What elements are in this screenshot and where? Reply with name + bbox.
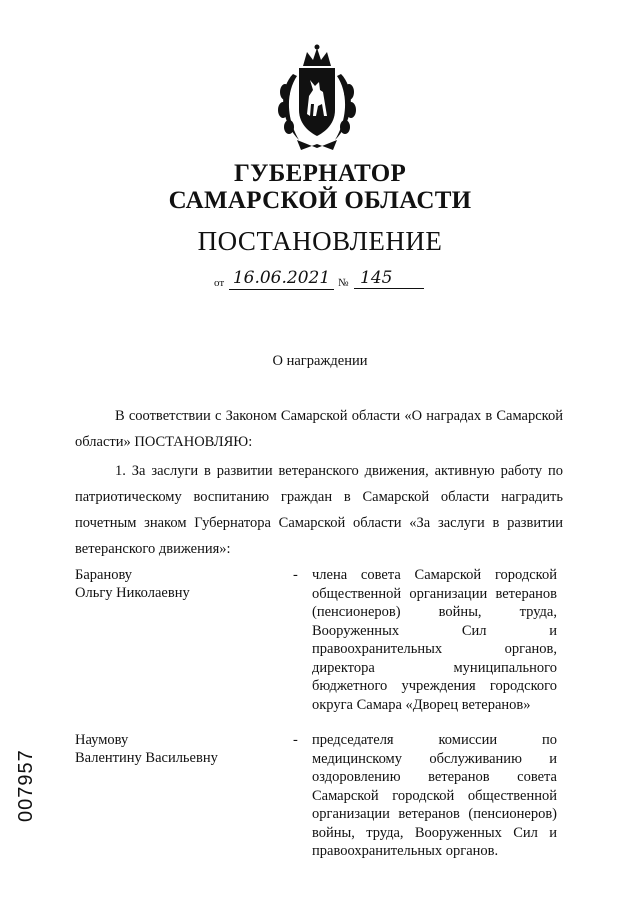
decree-date: 16.06.2021: [229, 268, 334, 290]
document-serial-number: 007957: [15, 749, 37, 822]
governor-title-line1: ГУБЕРНАТОР: [233, 160, 407, 187]
decree-subject: О награждении: [272, 353, 368, 369]
samara-coat-of-arms-icon: [273, 44, 361, 154]
awardee-dash: -: [293, 567, 298, 583]
governor-title-line2: САМАРСКОЙ ОБЛАСТИ: [168, 187, 472, 214]
preamble-paragraph: В соответствии с Законом Самарской области «О наградах в Самарской области» ПОСТАНОВЛЯЮ:: [75, 408, 563, 450]
document-type-heading: ПОСТАНОВЛЕНИЕ: [197, 226, 443, 256]
awardee-name: Баранову Ольгу Николаевну: [75, 567, 190, 601]
decree-number: 145: [354, 268, 424, 289]
awardee-dash: -: [293, 732, 298, 748]
item-1-paragraph: 1. За заслуги в развитии ветеранского движения, активную работу по патриотическому воспитанию граждан в Самарской области наградить почетным знаком Губернатора Самарской области «За заслуги в развитии ветеранского движения»:: [75, 463, 563, 557]
awardee-description: члена совета Самарской городской общественной организации ветеранов (пенсионеров) войны, труда, Вооруженных Сил и правоохранительных органов, директора муниципального бюджетного учреждения городского округа Самара «Дворец ветеранов»: [312, 567, 557, 713]
awardee-name: Наумову Валентину Васильевну: [75, 732, 218, 766]
date-label: от: [214, 277, 225, 289]
number-label: №: [338, 277, 349, 289]
awardee-description: председателя комиссии по медицинскому обслуживанию и оздоровлению ветеранов совета Самарской городской общественной организации ветеранов (пенсионеров) войны, труда, Вооруженных Сил и правоохранительных органов.: [312, 732, 557, 859]
